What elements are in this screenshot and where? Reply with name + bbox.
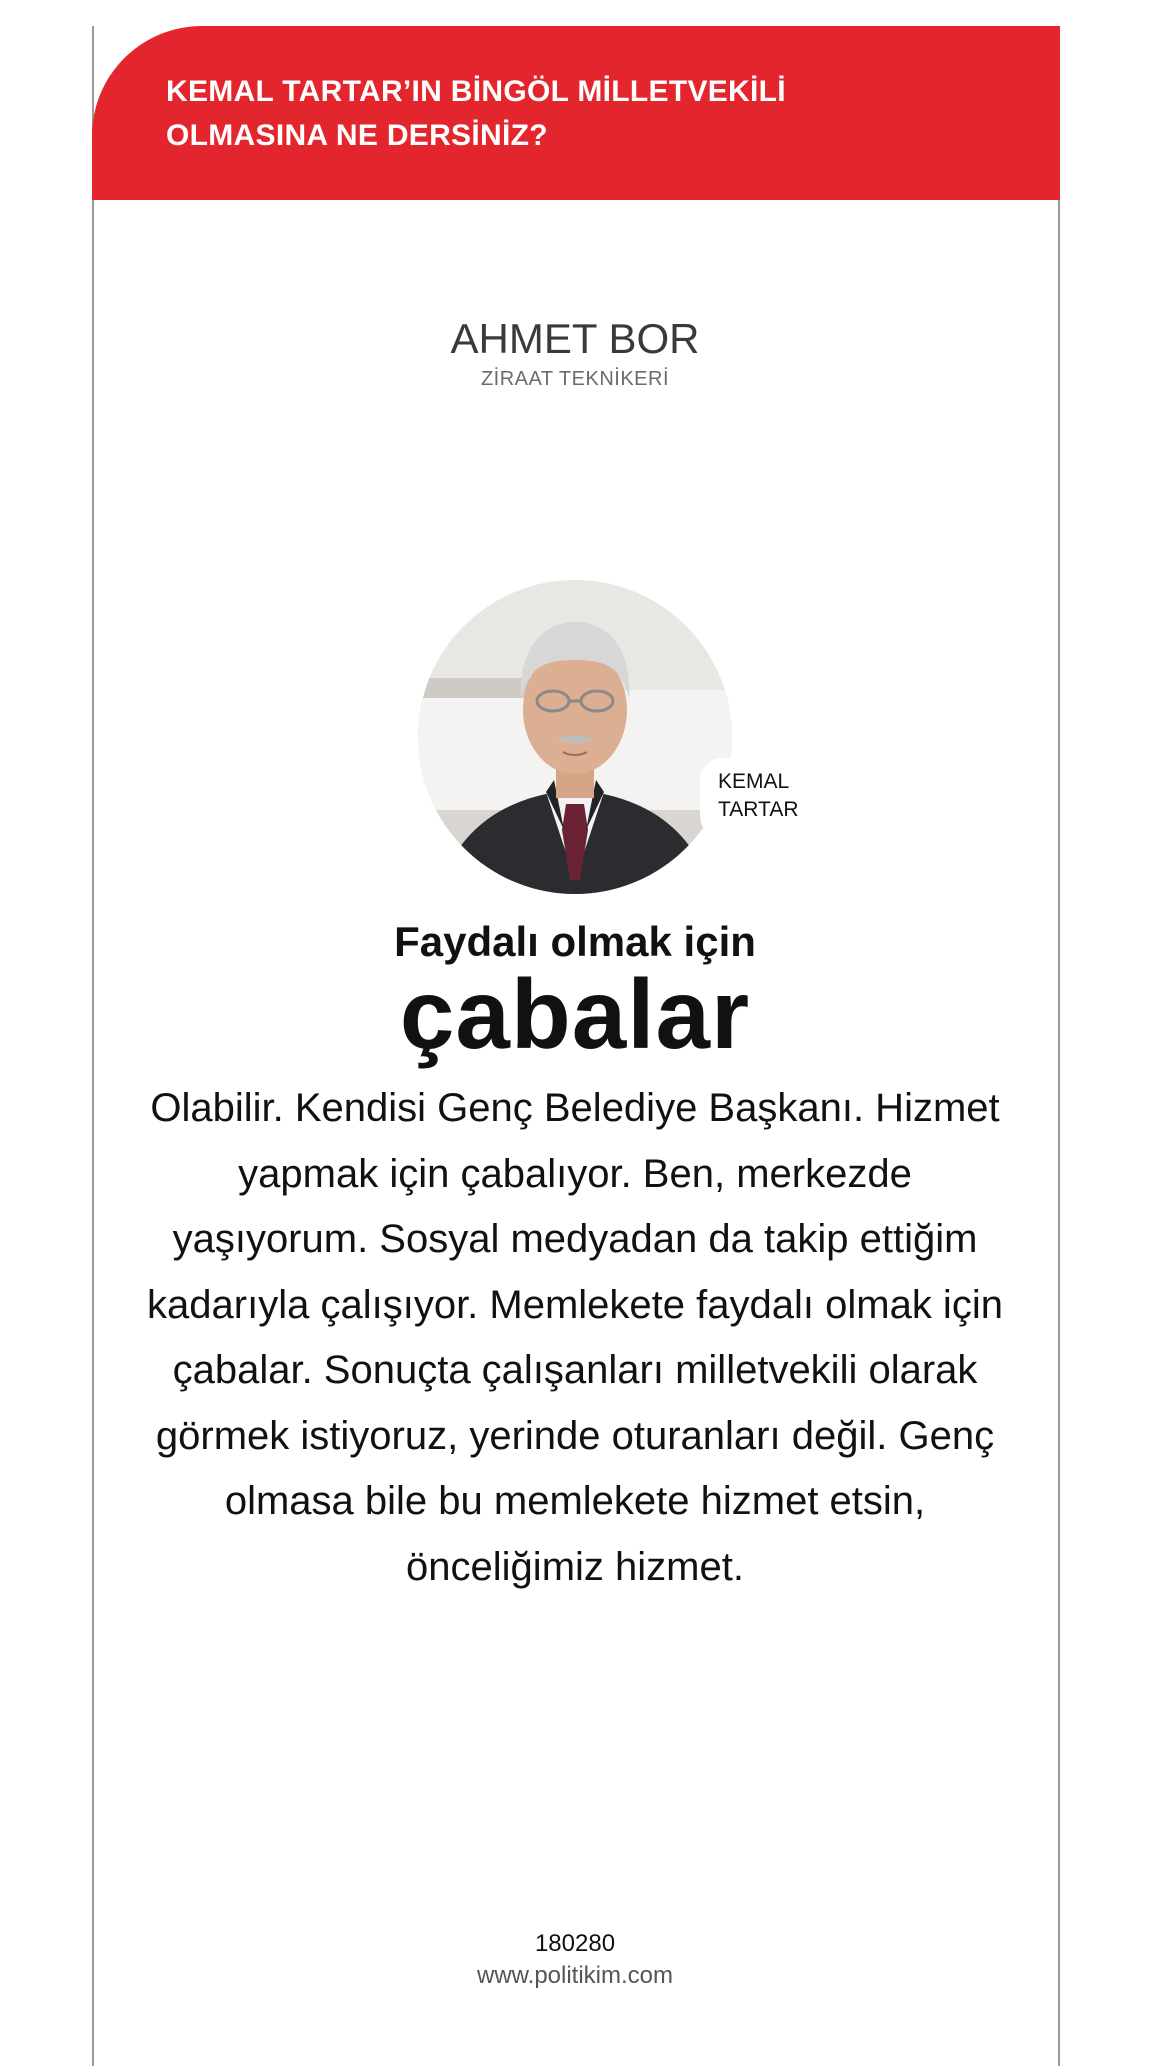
body-line: yaşıyorum. Sosyal medyadan da takip ettiğim [172, 1217, 978, 1261]
subject-name-line-1: KEMAL [718, 770, 790, 793]
subject-name-tag [700, 758, 832, 838]
headline [0, 918, 1150, 1069]
footer [0, 1928, 1150, 1992]
body-line: kadarıyla çalışıyor. Memlekete faydalı olmak için [147, 1282, 1003, 1327]
body-line: çabalar. Sonuçta çalışanları milletvekili olarak [172, 1348, 978, 1392]
body-line: görmek istiyoruz, yerinde oturanları değil. Genç [155, 1413, 995, 1458]
banner-title-line-1: KEMAL TARTAR’IN BİNGÖL MİLLETVEKİLİ [166, 75, 786, 108]
author-block [0, 312, 1150, 391]
subject-photo [418, 580, 732, 894]
body-line: Olabilir. Kendisi Genç Belediye Başkanı. Hizmet [150, 1086, 1000, 1130]
header-banner [92, 26, 1060, 200]
author-name: AHMET BOR [450, 315, 700, 362]
portrait-photo-icon [418, 580, 732, 894]
headline-big: çabalar [399, 959, 751, 1069]
body-line: yapmak için çabalıyor. Ben, merkezde [238, 1151, 912, 1196]
footer-url[interactable]: www.politikim.com [476, 1962, 674, 1989]
author-role: ZİRAAT TEKNİKERİ [480, 368, 670, 390]
footer-code: 180280 [534, 1930, 616, 1957]
banner-title [166, 70, 926, 158]
body-text [140, 1076, 1010, 1600]
body-line: önceliğimiz hizmet. [406, 1544, 744, 1589]
body-line: olmasa bile bu memlekete hizmet etsin, [224, 1479, 926, 1523]
headline-small: Faydalı olmak için [394, 918, 756, 965]
banner-title-line-2: OLMASINA NE DERSİNİZ? [166, 119, 548, 152]
subject-name-line-2: TARTAR [718, 798, 799, 821]
